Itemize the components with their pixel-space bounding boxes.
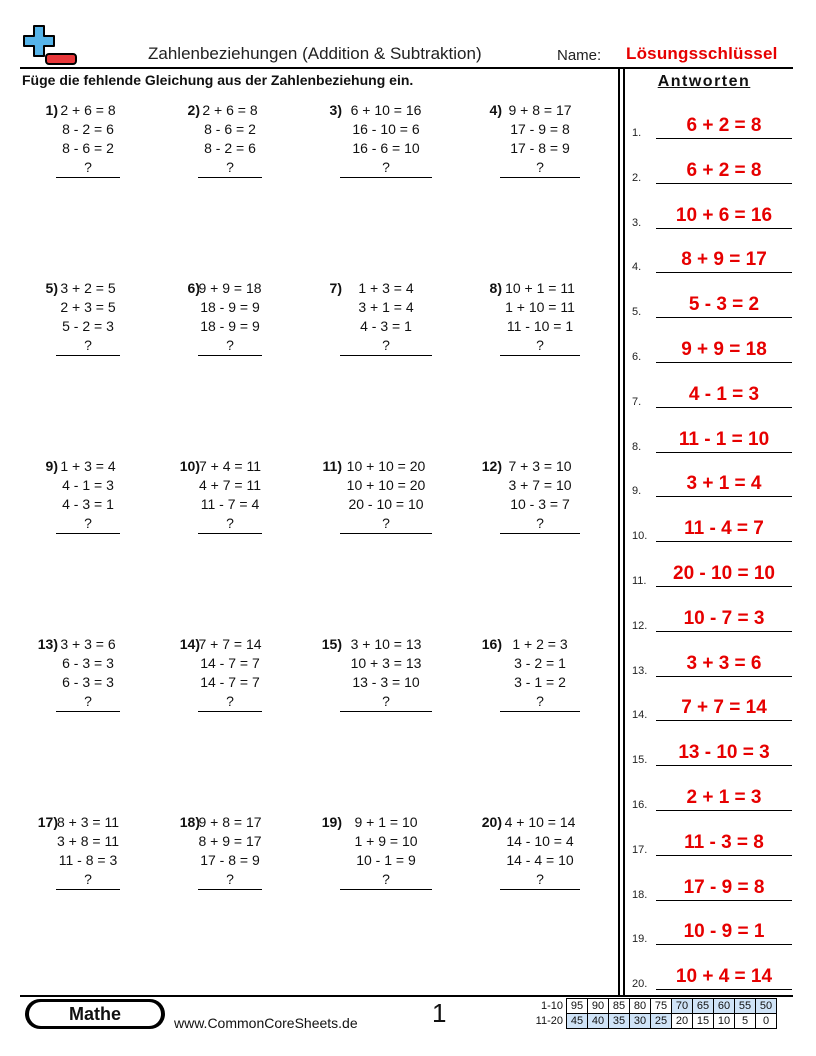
answer-number: 20. — [632, 978, 648, 991]
equation: 11 - 8 = 3 — [58, 852, 118, 868]
equation: 8 - 2 = 6 — [204, 140, 256, 156]
answer-row — [632, 607, 792, 632]
answer-line — [656, 765, 792, 766]
score-cell: 10 — [714, 1014, 735, 1029]
answer-row — [632, 518, 792, 543]
equation: 3 + 8 = 11 — [56, 833, 119, 849]
equation-group — [56, 635, 120, 712]
equation: 8 - 6 = 2 — [204, 121, 256, 137]
header-divider — [20, 67, 793, 69]
equation-group — [198, 101, 262, 178]
answer-value: 3 + 3 = 6 — [686, 652, 762, 674]
answer-row — [632, 742, 792, 767]
answer-row — [632, 966, 792, 991]
answer-number: 13. — [632, 664, 648, 677]
equation: 9 + 8 = 17 — [508, 102, 572, 118]
answer-line — [656, 496, 792, 497]
equation: 11 - 10 = 1 — [506, 318, 574, 334]
answer-value: 13 - 10 = 3 — [678, 742, 770, 764]
equation-group — [500, 101, 580, 178]
equation: 16 - 10 = 6 — [352, 121, 420, 137]
equation: 1 + 2 = 3 — [512, 636, 568, 652]
problem-number: 16) — [481, 636, 502, 652]
answer-line — [656, 586, 792, 587]
answer-line — [656, 138, 792, 139]
problem-number: 14) — [179, 636, 200, 652]
answer-row — [632, 652, 792, 677]
problem-number: 19) — [321, 814, 342, 830]
equation: 10 + 1 = 11 — [505, 280, 575, 296]
equation-group — [198, 813, 262, 890]
answer-number: 5. — [632, 306, 642, 319]
answer-number: 1. — [632, 127, 642, 139]
problem-number: 9) — [45, 458, 58, 474]
equation-group — [198, 279, 262, 356]
equation-group — [198, 457, 262, 534]
equation: 18 - 9 = 9 — [200, 318, 260, 334]
equation: 3 - 1 = 2 — [514, 674, 566, 690]
answer-line — [656, 183, 792, 184]
problem-number: 12) — [481, 458, 502, 474]
score-cell: 0 — [756, 1014, 777, 1029]
answer-value: 8 + 9 = 17 — [681, 249, 767, 271]
answer-value: 11 - 3 = 8 — [684, 831, 764, 853]
answer-row — [632, 159, 792, 184]
answer-number: 12. — [632, 619, 648, 632]
answer-value: 3 + 1 = 4 — [686, 473, 762, 495]
answer-row — [632, 921, 792, 946]
equation: 4 - 3 = 1 — [360, 318, 412, 334]
answer-line — [656, 317, 792, 318]
score-cell: 50 — [756, 999, 777, 1014]
equation: 8 + 9 = 17 — [198, 833, 262, 849]
equation: 14 - 7 = 7 — [200, 674, 260, 690]
equation: 1 + 10 = 11 — [505, 299, 575, 315]
problem-number: 7) — [329, 280, 342, 296]
answer-value: 11 - 4 = 7 — [684, 518, 764, 540]
missing-equation-blank: ? — [340, 692, 432, 712]
column-divider-left — [618, 67, 620, 996]
equation: 3 - 2 = 1 — [514, 655, 566, 671]
equation: 10 + 10 = 20 — [346, 458, 426, 474]
equation: 6 + 10 = 16 — [350, 102, 422, 118]
missing-equation-blank: ? — [198, 514, 262, 534]
equation: 9 + 1 = 10 — [354, 814, 418, 830]
problem-number: 5) — [45, 280, 58, 296]
equation: 7 + 4 = 11 — [198, 458, 261, 474]
equation-group — [500, 813, 580, 890]
problem-number: 3) — [329, 102, 342, 118]
answer-number: 18. — [632, 888, 648, 901]
answer-number: 4. — [632, 261, 642, 274]
subject-badge — [25, 999, 165, 1029]
equation: 6 - 3 = 3 — [62, 655, 114, 671]
problem-number: 17) — [37, 814, 58, 830]
answer-line — [656, 272, 792, 273]
answer-value: 17 - 9 = 8 — [683, 876, 765, 898]
answer-line — [656, 855, 792, 856]
name-label: Name: — [557, 47, 602, 64]
answer-row — [632, 428, 792, 453]
equation-group — [500, 635, 580, 712]
problem-number: 11) — [322, 458, 342, 474]
answer-value: 10 + 6 = 16 — [675, 204, 773, 226]
missing-equation-blank: ? — [340, 158, 432, 178]
missing-equation-blank: ? — [56, 514, 120, 534]
equation-group — [340, 635, 432, 712]
missing-equation-blank: ? — [56, 692, 120, 712]
missing-equation-blank: ? — [198, 870, 262, 890]
answer-number: 9. — [632, 485, 642, 498]
answer-line — [656, 228, 792, 229]
problem-number: 6) — [187, 280, 200, 296]
site-url: www.CommonCoreSheets.de — [174, 1015, 358, 1031]
problem-number: 1) — [45, 102, 58, 118]
answer-line — [656, 720, 792, 721]
equation: 13 - 3 = 10 — [352, 674, 420, 690]
score-row-label: 1-10 — [540, 1000, 563, 1012]
answer-row — [632, 383, 792, 408]
score-cell: 75 — [651, 999, 672, 1014]
problem-number: 2) — [187, 102, 200, 118]
problem-number: 15) — [321, 636, 342, 652]
score-row — [529, 999, 777, 1014]
score-cell: 35 — [609, 1014, 630, 1029]
equation: 5 - 2 = 3 — [62, 318, 114, 334]
answer-row — [632, 473, 792, 498]
name-value: Lösungsschlüssel — [626, 44, 778, 63]
answer-line — [656, 989, 792, 990]
answer-value: 2 + 1 = 3 — [686, 787, 762, 808]
score-cell: 25 — [651, 1014, 672, 1029]
answer-line — [656, 631, 792, 632]
answer-value: 6 + 2 = 8 — [686, 115, 762, 136]
answer-number: 14. — [632, 709, 648, 722]
equation: 1 + 3 = 4 — [60, 458, 116, 474]
answer-value: 10 + 4 = 14 — [675, 966, 773, 988]
equation: 4 + 7 = 11 — [198, 477, 261, 493]
score-cell: 70 — [672, 999, 693, 1014]
answer-number: 11. — [632, 575, 647, 587]
answer-line — [656, 362, 792, 363]
score-cell: 90 — [588, 999, 609, 1014]
answer-number: 3. — [632, 216, 642, 229]
equation-group — [500, 457, 580, 534]
problem-number: 10) — [179, 458, 200, 474]
problem-number: 18) — [179, 814, 200, 830]
page-number: 1 — [432, 998, 447, 1028]
equation: 8 - 6 = 2 — [62, 140, 114, 156]
score-row — [529, 1014, 777, 1029]
missing-equation-blank: ? — [56, 336, 120, 356]
problem-number: 20) — [481, 814, 502, 830]
answer-line — [656, 900, 792, 901]
equation: 4 - 1 = 3 — [62, 477, 114, 493]
missing-equation-blank: ? — [500, 692, 580, 712]
score-cell: 45 — [567, 1014, 588, 1029]
equation: 17 - 8 = 9 — [510, 140, 570, 156]
equation: 1 + 9 = 10 — [354, 833, 418, 849]
equation: 14 - 7 = 7 — [200, 655, 260, 671]
equation-group — [198, 635, 262, 712]
problem-number: 4) — [489, 102, 502, 118]
equation-group — [500, 279, 580, 356]
score-row-label: 11-20 — [535, 1015, 563, 1027]
answer-number: 7. — [632, 395, 642, 408]
answer-row — [632, 697, 792, 722]
equation: 10 - 1 = 9 — [356, 852, 416, 868]
equation: 9 + 9 = 18 — [198, 280, 262, 296]
instruction-text: Füge die fehlende Gleichung aus der Zahlenbeziehung ein. — [22, 72, 414, 88]
equation: 2 + 6 = 8 — [60, 102, 116, 118]
score-cell: 60 — [714, 999, 735, 1014]
score-cell: 80 — [630, 999, 651, 1014]
equation: 8 + 3 = 11 — [56, 814, 119, 830]
equation: 2 + 6 = 8 — [202, 102, 258, 118]
problem-number: 8) — [489, 280, 502, 296]
equation: 6 - 3 = 3 — [62, 674, 114, 690]
equation-group — [56, 813, 120, 890]
answer-value: 10 - 9 = 1 — [683, 921, 765, 943]
subject-badge-label: Mathe — [29, 1002, 161, 1026]
missing-equation-blank: ? — [500, 870, 580, 890]
answer-number: 17. — [632, 843, 648, 856]
equation: 9 + 8 = 17 — [198, 814, 262, 830]
answer-row — [632, 249, 792, 274]
score-table — [529, 998, 777, 1029]
equation: 16 - 6 = 10 — [352, 140, 420, 156]
answer-line — [656, 810, 792, 811]
score-cell: 95 — [567, 999, 588, 1014]
missing-equation-blank: ? — [56, 158, 120, 178]
equation: 18 - 9 = 9 — [200, 299, 260, 315]
answer-row — [632, 204, 792, 229]
missing-equation-blank: ? — [198, 692, 262, 712]
equation: 14 - 4 = 10 — [506, 852, 574, 868]
equation-group — [56, 101, 120, 178]
answer-number: 10. — [632, 530, 648, 543]
missing-equation-blank: ? — [500, 336, 580, 356]
equation-group — [340, 279, 432, 356]
answer-row — [632, 831, 792, 856]
equation-group — [56, 279, 120, 356]
answer-row — [632, 115, 792, 139]
answer-value: 5 - 3 = 2 — [688, 294, 760, 316]
answer-line — [656, 676, 792, 677]
score-cell: 85 — [609, 999, 630, 1014]
answer-row — [632, 339, 792, 363]
equation: 3 + 10 = 13 — [350, 636, 422, 652]
equation-group — [340, 101, 432, 178]
equation: 7 + 3 = 10 — [508, 458, 572, 474]
answer-number: 16. — [632, 799, 648, 811]
answer-value: 10 - 7 = 3 — [683, 607, 765, 629]
equation-group — [340, 457, 432, 534]
missing-equation-blank: ? — [340, 336, 432, 356]
missing-equation-blank: ? — [340, 514, 432, 534]
score-cell: 5 — [735, 1014, 756, 1029]
missing-equation-blank: ? — [198, 158, 262, 178]
answer-number: 15. — [632, 754, 648, 767]
answer-row — [632, 563, 792, 587]
missing-equation-blank: ? — [340, 870, 432, 890]
equation: 20 - 10 = 10 — [348, 496, 424, 512]
equation: 3 + 3 = 6 — [60, 636, 116, 652]
score-cell: 20 — [672, 1014, 693, 1029]
answer-value: 7 + 7 = 14 — [681, 697, 767, 719]
answer-value: 11 - 1 = 10 — [678, 428, 770, 450]
score-cell: 55 — [735, 999, 756, 1014]
missing-equation-blank: ? — [500, 514, 580, 534]
equation-group — [340, 813, 432, 890]
missing-equation-blank: ? — [56, 870, 120, 890]
equation: 1 + 3 = 4 — [358, 280, 414, 296]
plus-minus-logo-icon — [22, 24, 80, 68]
equation: 7 + 7 = 14 — [198, 636, 262, 652]
answer-line — [656, 944, 792, 945]
answer-value: 9 + 9 = 18 — [681, 339, 767, 360]
equation: 10 - 3 = 7 — [510, 496, 570, 512]
equation: 8 - 2 = 6 — [62, 121, 114, 137]
page-title: Zahlenbeziehungen (Addition & Subtraktion) — [148, 44, 482, 63]
equation: 14 - 10 = 4 — [506, 833, 574, 849]
score-cell: 40 — [588, 1014, 609, 1029]
equation-group — [56, 457, 120, 534]
answer-number: 2. — [632, 171, 642, 184]
answer-row — [632, 787, 792, 811]
answer-line — [656, 407, 792, 408]
problem-number: 13) — [37, 636, 58, 652]
answer-number: 19. — [632, 933, 648, 946]
equation: 10 + 10 = 20 — [346, 477, 426, 493]
footer-divider — [20, 995, 793, 997]
missing-equation-blank: ? — [500, 158, 580, 178]
score-cell: 65 — [693, 999, 714, 1014]
equation: 10 + 3 = 13 — [350, 655, 422, 671]
answers-heading: Antworten — [657, 73, 751, 90]
answer-number: 8. — [632, 440, 642, 453]
answer-row — [632, 876, 792, 901]
equation: 4 + 10 = 14 — [504, 814, 576, 830]
equation: 11 - 7 = 4 — [200, 496, 260, 512]
answer-value: 20 - 10 = 10 — [673, 563, 775, 584]
equation: 3 + 2 = 5 — [60, 280, 116, 296]
answer-value: 6 + 2 = 8 — [686, 159, 762, 181]
score-cell: 15 — [693, 1014, 714, 1029]
equation: 4 - 3 = 1 — [62, 496, 114, 512]
answer-value: 4 - 1 = 3 — [688, 383, 760, 405]
equation: 2 + 3 = 5 — [60, 299, 116, 315]
column-divider-right — [623, 67, 625, 996]
equation: 17 - 9 = 8 — [510, 121, 570, 137]
answer-number: 6. — [632, 351, 642, 363]
equation: 3 + 1 = 4 — [358, 299, 414, 315]
missing-equation-blank: ? — [198, 336, 262, 356]
answer-row — [632, 294, 792, 319]
equation: 3 + 7 = 10 — [508, 477, 572, 493]
score-cell: 30 — [630, 1014, 651, 1029]
answer-line — [656, 541, 792, 542]
answer-line — [656, 452, 792, 453]
equation: 17 - 8 = 9 — [200, 852, 260, 868]
